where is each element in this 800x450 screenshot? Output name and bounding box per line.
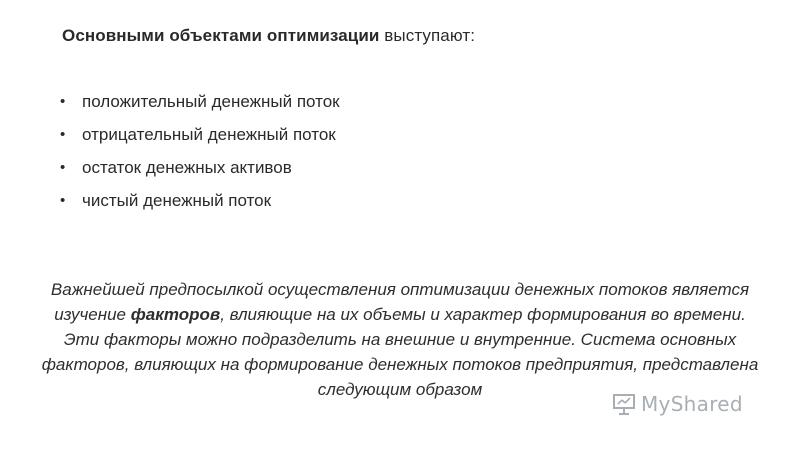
bullet-dot-icon: •	[60, 126, 66, 143]
list-item	[56, 92, 340, 112]
bullet-dot-icon: •	[60, 159, 66, 176]
heading-bold-text: Основными объектами оптимизации	[62, 26, 380, 45]
list-item-text: отрицательный денежный поток	[82, 125, 336, 144]
bullet-dot-icon: •	[60, 192, 66, 209]
slide-heading	[62, 26, 475, 46]
list-item-text: положительный денежный поток	[82, 92, 340, 111]
presentation-board-icon	[612, 393, 636, 415]
watermark-text: MyShared	[641, 392, 743, 416]
paragraph-text-part1: Важнейшей предпосылкой осуществления оптимизации денежных потоков является изучение	[50, 280, 750, 324]
list-item-text: чистый денежный поток	[82, 191, 272, 210]
paragraph-text-part2: , влияющие на их объемы и характер формирования во времени. Эти факторы можно подразделить на внешние и внутренние. Система основных факторов, влияющих на формирование денежных потоков предприятия, представлена следующим образом	[41, 305, 759, 399]
paragraph-bold-term: факторов	[130, 305, 221, 324]
bullet-dot-icon: •	[60, 93, 66, 110]
list-item	[56, 125, 340, 145]
heading-rest-text: выступают:	[379, 26, 476, 45]
watermark	[612, 392, 743, 416]
list-item	[56, 158, 340, 178]
list-item-text: остаток денежных активов	[82, 158, 292, 177]
objects-list	[56, 92, 340, 224]
factors-paragraph	[40, 277, 760, 402]
list-item	[56, 191, 340, 211]
